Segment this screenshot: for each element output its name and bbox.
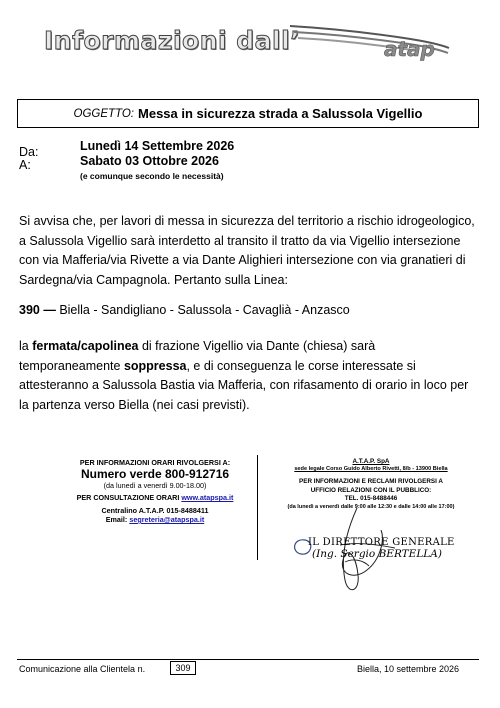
company-address: sede legale Corso Guido Alberto Rivetti, 8/b - 13900 Biella: [294, 466, 448, 472]
company-name: A.T.A.P. SpA: [352, 458, 390, 465]
p3-text-2: di frazione Vigellio via Dante (chiesa) sarà temporaneamente: [19, 339, 376, 373]
atap-logo: [284, 20, 454, 70]
p3-bold-suppressed: soppressa: [123, 358, 187, 373]
consult-label: PER CONSULTAZIONE ORARI: [76, 493, 182, 502]
urp-line-2: UFFICIO RELAZIONI CON IL PUBBLICO:: [310, 487, 432, 494]
centralino: Centralino A.T.A.P. 015-8488411: [101, 506, 209, 515]
info-hours: (da lunedì a venerdì 9.00-18.00): [103, 481, 207, 490]
line-number: 390 —: [19, 303, 56, 317]
subject-box: [17, 99, 479, 128]
email-label: Email:: [105, 515, 130, 524]
to-date: Sabato 03 Ottobre 2026: [80, 154, 219, 168]
line-info: [19, 301, 479, 321]
place-date: Biella, 10 settembre 2026: [357, 664, 460, 674]
email-line: [55, 515, 255, 524]
consult-line: [55, 493, 255, 502]
p3-text-1: la: [19, 339, 33, 353]
info-label: PER INFORMAZIONI ORARI RIVOLGERSI A:: [79, 458, 231, 467]
subject-value: Messa in sicurezza strada a Salussola Vigellio: [138, 106, 423, 121]
line-route: Biella - Sandigliano - Salussola - Cavaglià - Anzasco: [55, 303, 350, 317]
from-label: Da:: [19, 145, 39, 159]
director-title: IL DIRETTORE GENERALE: [308, 537, 455, 548]
urp-tel: TEL. 015-8488446: [344, 495, 398, 502]
date-note: (e comunque secondo le necessità): [80, 171, 224, 181]
p3-text-3: , e di conseguenza le corse interessate si attesteranno a Salussola Bastia via Mafferia, con rifasamento di orario in loco per la partenza verso Biella (nei casi previsti).: [19, 358, 469, 412]
header-title: Informazioni dall’: [44, 26, 301, 55]
to-label: A:: [19, 158, 31, 172]
website-link[interactable]: www.atapspa.it: [181, 493, 234, 502]
subject-label: OGGETTO:: [73, 107, 135, 120]
from-date: Lunedì 14 Settembre 2026: [80, 139, 235, 153]
body-paragraph-1: Si avvisa che, per lavori di messa in sicurezza del territorio a rischio idrogeologico, a Salussola Vigellio sarà interdetto al transito il tratto da via Vigellio intersezione con via Mafferia/via Rivette a via Dante Alighieri intersezione con via granatieri di Sardegna/via Campagnola. Pertanto sulla Linea:: [19, 214, 475, 287]
body-paragraph-3: [19, 337, 479, 415]
comm-label: Comunicazione alla Clientela n.: [19, 664, 146, 674]
logo-text: atap: [384, 37, 435, 61]
footer-divider: [257, 455, 258, 560]
numero-verde: Numero verde 800-912716: [80, 467, 230, 481]
comm-number: 309: [170, 661, 196, 675]
director-name: (Ing. Sergio BERTELLA): [312, 548, 442, 560]
email-link[interactable]: segreteria@atapspa.it: [129, 515, 205, 524]
bottom-rule: [17, 659, 479, 660]
p3-bold-stop: fermata/capolinea: [32, 339, 139, 353]
urp-line-1: PER INFORMAZIONI E RECLAMI RIVOLGERSI A: [299, 478, 443, 485]
urp-hours: (da lunedì a venerdì dalle 9:00 alle 12:30 e dalle 14:00 alle 17:00): [287, 504, 455, 510]
